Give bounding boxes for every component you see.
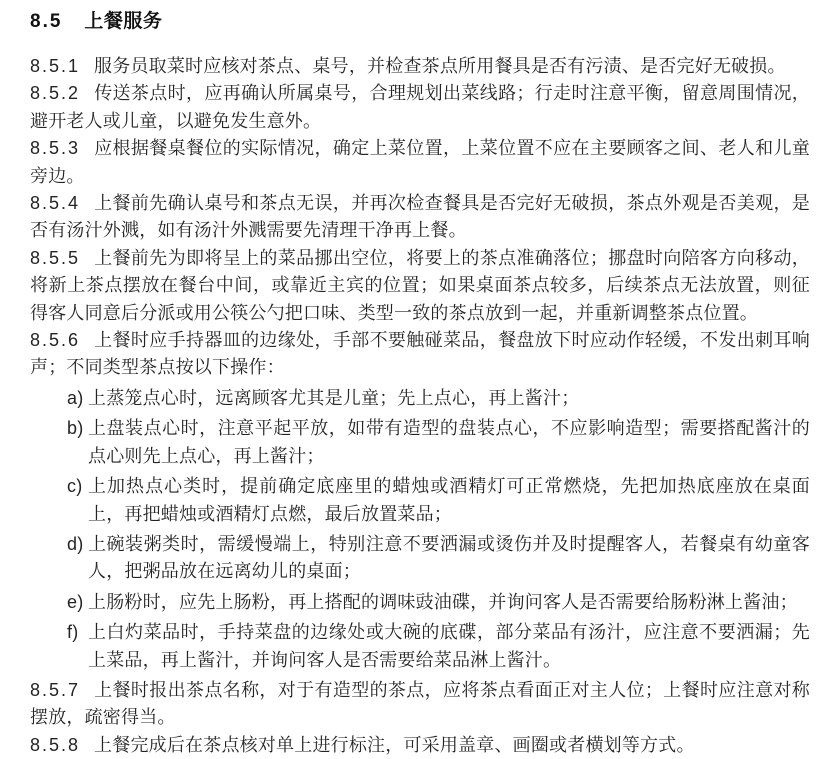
list-item-d — [30, 531, 810, 586]
list-item-text: 上碗装粥类时，需缓慢端上，特别注意不要洒漏或烫伤并及时提醒客人，若餐桌有幼童客人，把粥品放在远离幼儿的桌面； — [88, 533, 810, 582]
list-item-text: 上蒸笼点心时，远离顾客尤其是儿童；先上点心，再上酱汁； — [88, 387, 580, 408]
clause-text: 服务员取菜时应核对茶点、桌号，并检查茶点所用餐具是否有污渍、是否完好无破损。 — [94, 56, 786, 76]
clause-8-5-7 — [30, 677, 810, 732]
clause-number: 8.5.7 — [30, 679, 81, 700]
list-item-text: 上盘装点心时，注意平起平放，如带有造型的盘装点心，不应影响造型；需要搭配酱汁的点心则先上点心，再上酱汁； — [88, 418, 810, 466]
clause-8-5-2 — [30, 80, 810, 135]
list-item-text: 上加热点心类时，提前确定底座里的蜡烛或酒精灯可正常燃烧，先把加热底座放在桌面上，再把蜡烛或酒精灯点燃，最后放置菜品； — [88, 476, 810, 524]
tea-service-operations-list — [30, 385, 810, 674]
list-item-marker: f) — [67, 622, 79, 643]
list-item-text: 上肠粉时，应先上肠粉，再上搭配的调味豉油碟，并询问客人是否需要给肠粉淋上酱油； — [88, 591, 798, 612]
clause-text: 传送茶点时，应再确认所属桌号，合理规划出菜线路；行走时注意平衡，留意周围情况，避开老人或儿童，以避免发生意外。 — [30, 83, 810, 131]
list-item-marker: d) — [67, 533, 84, 554]
clause-text: 应根据餐桌餐位的实际情况，确定上菜位置，上菜位置不应在主要顾客之间、老人和儿童旁边。 — [30, 138, 810, 186]
clause-text: 上餐时报出茶点名称，对于有造型的茶点，应将茶点看面正对主人位；上餐时应注意对称摆放，疏密得当。 — [30, 679, 810, 728]
clause-8-5-3 — [30, 135, 810, 190]
clause-number: 8.5.2 — [30, 83, 81, 104]
clause-number: 8.5.3 — [30, 138, 81, 159]
list-item-f — [30, 619, 810, 674]
clause-8-5-5 — [30, 245, 810, 327]
clause-text: 上餐完成后在茶点核对单上进行标注，可采用盖章、画圈或者横划等方式。 — [94, 734, 695, 755]
clause-number: 8.5.8 — [30, 734, 81, 755]
list-item-c — [30, 473, 810, 528]
clause-8-5-4 — [30, 190, 810, 245]
clause-text: 上餐前先确认桌号和茶点无误，并再次检查餐具是否完好无破损，茶点外观是否美观，是否有汤汁外溅，如有汤汁外溅需要先清理干净再上餐。 — [30, 193, 810, 241]
clause-8-5-1 — [30, 53, 810, 80]
clause-number: 8.5.5 — [30, 247, 81, 268]
list-item-a — [30, 385, 810, 412]
clause-8-5-8 — [30, 732, 810, 759]
clause-8-5-6 — [30, 327, 810, 382]
clause-text: 上餐时应手持器皿的边缘处，手部不要触碰菜品，餐盘放下时应动作轻缓，不发出刺耳响声；不同类型茶点按以下操作： — [30, 330, 810, 378]
section-number: 8.5 — [30, 11, 63, 32]
list-item-b — [30, 415, 810, 470]
clause-number: 8.5.1 — [30, 56, 81, 76]
list-item-marker: b) — [67, 418, 84, 439]
list-item-e — [30, 589, 810, 616]
section-heading — [30, 8, 810, 35]
list-item-marker: c) — [67, 476, 83, 497]
clause-number: 8.5.4 — [30, 193, 81, 214]
clause-number: 8.5.6 — [30, 330, 81, 351]
list-item-marker: a) — [67, 387, 84, 408]
section-title: 上餐服务 — [84, 11, 163, 32]
clause-text: 上餐前先为即将呈上的菜品挪出空位，将要上的茶点准确落位；挪盘时向陪客方向移动，将新上茶点摆放在餐台中间，或靠近主宾的位置；如果桌面茶点较多，后续茶点无法放置，则征得客人同意后分派或用公筷公勺把口味、类型一致的茶点放到一起，并重新调整茶点位置。 — [30, 247, 810, 323]
list-item-marker: e) — [67, 591, 84, 612]
list-item-text: 上白灼菜品时，手持菜盘的边缘处或大碗的底碟，部分菜品有汤汁，应注意不要洒漏；先上菜品，再上酱汁，并询问客人是否需要给菜品淋上酱汁。 — [88, 622, 810, 670]
